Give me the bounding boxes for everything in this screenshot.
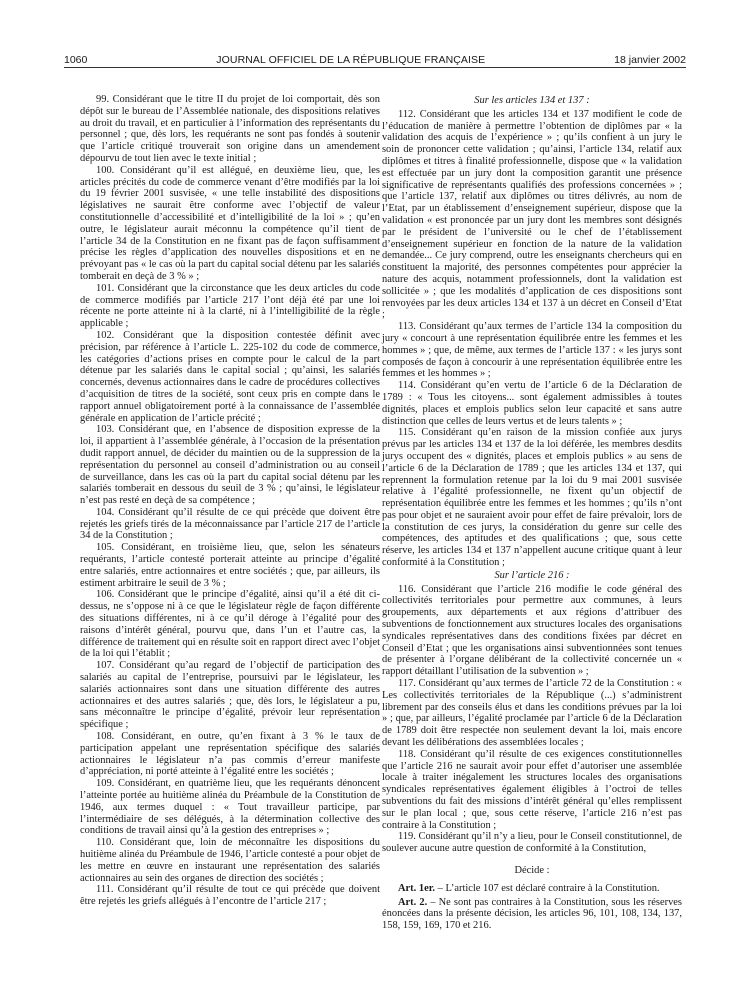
article-2-label: Art. 2. <box>398 896 428 908</box>
decide-heading: Décide : <box>514 865 550 876</box>
paragraph-119: 119. Considérant qu’il n’y a lieu, pour le Conseil constitutionnel, de soulever aucune autre question de conformité à la Constitution, <box>382 831 682 855</box>
paragraph-109: 109. Considérant, en quatrième lieu, que les requérants dénoncent l’atteinte portée au huitième alinéa du Préambule de la Constitution de 1946, aux termes duquel : « Tout travailleur participe, par l’intermédiaire de ses délégués, à la détermination collective des conditions de travail ainsi qu’à la gestion des entreprises » ; <box>80 778 380 837</box>
paragraph-117: 117. Considérant qu’aux termes de l’article 72 de la Constitution : « Les collectivités territoriales de la République (...) s’administrent librement par des conseils élus et dans les conditions prévues par la loi » ; que, par ailleurs, l’égalité proclamée par l’article 6 de la Déclaration de 1789 doit être respectée non seulement devant la loi, mais encore devant les délibérations des assemblées locales ; <box>382 678 682 749</box>
article-1 <box>382 883 682 895</box>
section-heading-article-216: Sur l’article 216 : <box>494 569 570 581</box>
paragraph-110: 110. Considérant que, loin de méconnaître les dispositions du huitième alinéa du Préambule de 1946, l’article contesté a pour objet de les mettre en œuvre en instaurant une représentation des salariés actionnaires au sein des organes de direction des sociétés ; <box>80 837 380 884</box>
paragraph-113: 113. Considérant qu’aux termes de l’article 134 la composition du jury « concourt à une représentation équilibrée entre les femmes et les hommes » ; que, de même, aux termes de l’article 137 : « les jurys sont composés de façon à concourir à une représentation équilibrée entre les femmes et les hommes » ; <box>382 321 682 380</box>
paragraph-100: 100. Considérant qu’il est allégué, en deuxième lieu, que, les articles précités du code de commerce venant d’être modifiés par la loi du 19 février 2001 susvisée, « une telle instabilité des dispositions législatives ne saurait être conforme avec l’objectif de valeur constitutionnelle d’accessibilité et d’intelligibilité de la loi » ; qu’en outre, le législateur aurait méconnu la compétence qu’il tient de l’article 34 de la Constitution en ne fixant pas de façon suffisamment précise les règles d’application des nouvelles dispositions et en ne prévoyant pas « le cas où la part du capital social détenu par les salariés tomberait en deçà de 3 % » ; <box>80 164 380 282</box>
page-header <box>64 48 686 66</box>
paragraph-99: 99. Considérant que le titre II du projet de loi comportait, dès son dépôt sur le bureau de l’Assemblée nationale, des dispositions relatives au droit du travail, et en particulier à l’information des représentants du personnel ; que, dès lors, les requérants ne sont pas fondés à soutenir que l’article critiqué trouverait son origine dans un amendement dépourvu de tout lien avec le texte initial ; <box>80 94 380 164</box>
page-number: 1060 <box>64 54 88 66</box>
article-2-text: – Ne sont pas contraires à la Constitution, sous les réserves énoncées dans la présente décision, les articles 96, 101, 108, 134, 137, 158, 159, 169, 170 et 216. <box>382 896 682 932</box>
article-2 <box>382 897 682 932</box>
paragraph-108: 108. Considérant, en outre, qu’en fixant à 3 % le taux de participation appelant une représentation spécifique des salariés actionnaires le législateur n’a pas commis d’erreur manifeste d’appréciation, ni porté atteinte à l’égalité entre les sociétés ; <box>80 731 380 778</box>
right-column <box>382 94 682 932</box>
paragraph-112: 112. Considérant que les articles 134 et 137 modifient le code de l’éducation de manière à permettre l’obtention de diplômes par « la validation des acquis de l’expérience » ; qu’ils confient à un jury le soin de prononcer cette validation ; qu’ainsi, l’article 134, relatif aux diplômes et titres à finalité professionnelle, dispose que « la validation est effectuée par un jury dont la composition garantit une présence significative de représentants qualifiés des professions concernées » ; que l’article 137, relatif aux diplômes ou titres délivrés, au nom de l’Etat, par un établissement d’enseignement supérieur, dispose que la validation « est prononcée par un jury dont les membres sont désignés par le président de l’université ou le chef de l’établissement d’enseignement supérieur en fonction de la nature de la validation demandée... Ce jury comprend, outre les enseignants chercheurs qui en constituent la majorité, des personnes compétentes pour apprécier la nature des acquis, notamment professionnels, dont la validation est sollicitée » ; que les modalités d’application de ces dispositions sont renvoyées par les deux articles 134 et 137 à un décret en Conseil d’Etat ; <box>382 108 682 321</box>
article-1-label: Art. 1er. <box>398 882 435 894</box>
issue-date: 18 janvier 2002 <box>614 54 686 66</box>
article-1-text: – L’article 107 est déclaré contraire à la Constitution. <box>435 882 660 894</box>
journal-title: JOURNAL OFFICIEL DE LA RÉPUBLIQUE FRANÇAISE <box>216 54 486 66</box>
header-rule <box>64 67 686 68</box>
paragraph-106: 106. Considérant que le principe d’égalité, ainsi qu’il a été dit ci-dessus, ne s’oppose ni à ce que le législateur règle de façon différente des situations différentes, ni à ce qu’il déroge à l’égalité pour des raisons d’intérêt général, pourvu que, dans l’un et l’autre cas, la différence de traitement qui en résulte soit en rapport direct avec l’objet de la loi qui l’établit ; <box>80 589 380 660</box>
paragraph-101: 101. Considérant que la circonstance que les deux articles du code de commerce modifiés par l’article 217 l’ont déjà été par une loi récente ne porte atteinte ni à la clarté, ni à l’intelligibilité de la règle applicable ; <box>80 282 380 330</box>
paragraph-103: 103. Considérant que, en l’absence de disposition expresse de la loi, il appartient à l’assemblée générale, à l’occasion de la présentation dudit rapport annuel, de décider du maintien ou de la suppression de la représentation du personnel au conseil d’administration ou au conseil de surveillance, dans les cas où la part du capital social détenu par les salariés tomberait en dessous du seuil de 3 % ; qu’ainsi, le législateur n’est pas resté en deçà de sa compétence ; <box>80 424 380 507</box>
paragraph-118: 118. Considérant qu’il résulte de ces exigences constitutionnelles que l’article 216 ne saurait avoir pour effet d’autoriser une assemblée locale à traiter inégalement les structures locales des organisations syndicales représentatives également éligibles à l’octroi de telles subventions du fait des missions d’intérêt général qu’elles remplissent sur le plan local ; que, sous cette réserve, l’article 216 n’est pas contraire à la Constitution ; <box>382 748 682 831</box>
paragraph-102: 102. Considérant que la disposition contestée définit avec précision, par référence à l’article L. 225-102 du code de commerce, les catégories d’actions prises en compte pour le calcul de la part détenue par les salariés dans le capital social ; qu’ainsi, les salariés concernés, devenus actionnaires dans le cadre de procédures collectives d’acquisition de titres de la société, sont ceux pris en compte dans le rapport annuel obligatoirement porté à la connaissance de l’assemblée générale en application de l’article précité ; <box>80 329 380 424</box>
paragraph-107: 107. Considérant qu’au regard de l’objectif de participation des salariés au capital de l’entreprise, poursuivi par le législateur, les salariés actionnaires sont dans une situation différente des autres actionnaires et des autres salariés ; que, dès lors, le législateur a pu, sans méconnaître le principe d’égalité, prévoir leur représentation spécifique ; <box>80 660 380 731</box>
section-heading-articles-134-137: Sur les articles 134 et 137 : <box>474 95 590 106</box>
paragraph-115: 115. Considérant qu’en raison de la mission confiée aux jurys prévus par les articles 134 et 137 de la loi déférée, les membres desdits jurys occupent des « dignités, places et emplois publics » au sens de l’article 6 de la Déclaration de 1789 ; que les articles 134 et 137, qui reprennent la formulation retenue par la loi du 9 mai 2001 susvisée relative à l’égalité professionnelle, ne fixent qu’un objectif de représentation équilibrée entre les femmes et les hommes ; qu’ils n’ont pas pour objet et ne sauraient avoir pour effet de faire prévaloir, lors de la constitution de ces jurys, la considération du genre sur celle des compétences, des aptitudes et des qualifications ; que, sous cette réserve, les articles 134 et 137 n’appellent aucune critique quant à leur conformité à la Constitution ; <box>382 427 682 569</box>
left-column <box>80 94 380 908</box>
paragraph-111: 111. Considérant qu’il résulte de tout ce qui précède que doivent être rejetés les griefs allégués à l’encontre de l’article 217 ; <box>80 884 380 908</box>
paragraph-104: 104. Considérant qu’il résulte de ce qui précède que doivent être rejetés les griefs tirés de la méconnaissance par l’article 217 de l’article 34 de la Constitution ; <box>80 506 380 542</box>
paragraph-116: 116. Considérant que l’article 216 modifie le code général des collectivités territoriales pour permettre aux communes, à leurs groupements, aux départements et aux régions d’attribuer des subventions de fonctionnement aux structures locales des organisations syndicales représentatives dans des conditions fixées par décret en Conseil d’Etat ; que les organisations ainsi subventionnées sont tenues de présenter à l’organe délibérant de la collectivité concernée un « rapport détaillant l’utilisation de la subvention » ; <box>382 583 682 678</box>
paragraph-105: 105. Considérant, en troisième lieu, que, selon les sénateurs requérants, l’article contesté porterait atteinte au principe d’égalité entre salariés, entre actionnaires et entre sociétés ; que, par ailleurs, ils estiment arbitraire le seuil de 3 % ; <box>80 542 380 589</box>
paragraph-114: 114. Considérant qu’en vertu de l’article 6 de la Déclaration de 1789 : « Tous les citoyens... sont également admissibles à toutes dignités, places et emplois publics selon leur capacité et sans autre distinction que celles de leurs vertus et de leurs talents » ; <box>382 380 682 427</box>
